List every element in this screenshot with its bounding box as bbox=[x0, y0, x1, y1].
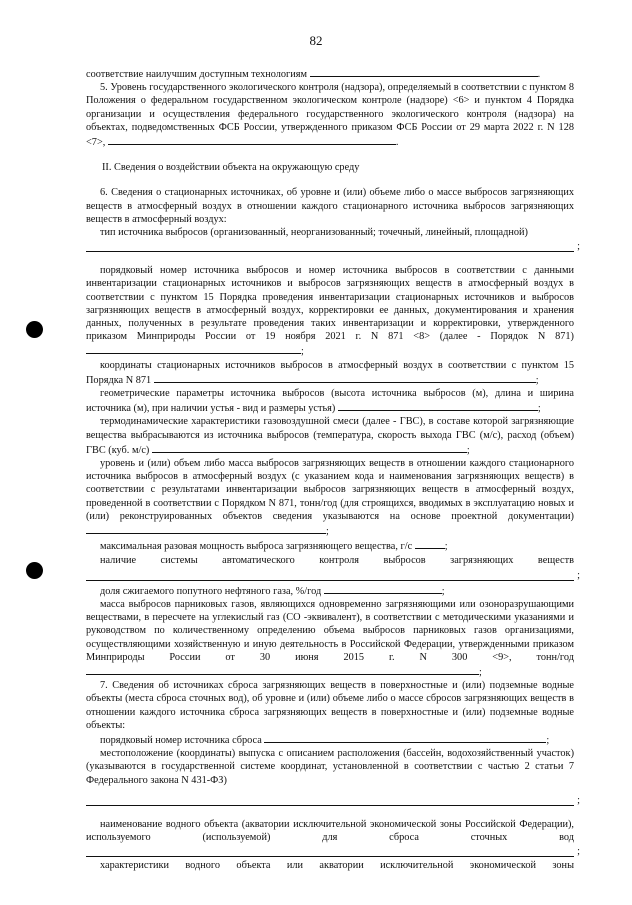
fill-line bbox=[310, 66, 538, 77]
fill-line bbox=[338, 400, 538, 411]
fill-line bbox=[415, 538, 445, 549]
binder-hole-bottom bbox=[26, 562, 43, 579]
fill-line bbox=[86, 664, 479, 675]
binder-hole-top bbox=[26, 321, 43, 338]
paragraph-6-source-type: тип источника выбросов (организованный, неорганизованный; точечный, линейный, площадной) bbox=[100, 227, 528, 239]
paragraph-7-discharge-number: порядковый номер источника сброса ; bbox=[86, 732, 574, 747]
paragraph-6-greenhouse: масса выбросов парниковых газов, являющихся одновременно загрязняющими или озоноразрушающими веществами, в пересчете на углекислый газ (CO -эквивалент), в соответствии с методическими указаниями и руководством по количественному определению объема выбросов парниковых газов организациями, осуществляющими хозяйственную и иную деятельность в Российской Федерации, утвержденными приказом Минприроды России от 30 июня 2015 г. N 300 <9>, тонн/год ; bbox=[86, 598, 574, 678]
paragraph-7-characteristics: характеристики водного объекта или акватории исключительной экономической зоны bbox=[100, 860, 574, 872]
fill-line bbox=[86, 793, 574, 806]
fill-line bbox=[264, 732, 546, 743]
fill-line bbox=[86, 568, 574, 581]
paragraph-6-thermodynamics: термодинамические характеристики газовоздушной смеси (далее - ГВС), в составе которой загрязняющие вещества выбрасываются из источника выбросов (температура, скорость выхода ГВС (м/с), расход (объем) ГВС (куб. м/с) ; bbox=[86, 416, 574, 456]
fill-line bbox=[86, 844, 574, 857]
paragraph-7-water-body: наименование водного объекта (акватории исключительной экономической зоны Российской Федерации), используемого (используемой) для сброса сточных вод bbox=[86, 818, 574, 843]
fill-line bbox=[86, 343, 301, 354]
paragraph-7-location: местоположение (координаты) выпуска с описанием расположения (бассейн, водохозяйственный участок) (указываются в государственной системе координат, установленной в соответствии с частью 2 статьи 7 Федерального закона N 431-ФЗ) bbox=[86, 748, 574, 786]
paragraph-6-flare-gas: доля сжигаемого попутного нефтяного газа, %/год ; bbox=[86, 583, 574, 598]
page-number: 82 bbox=[309, 33, 323, 48]
paragraph-6-source-number: порядковый номер источника выбросов и номер источника выбросов в соответствии с данными инвентаризации стационарных источников и выбросов загрязняющих веществ в атмосферный воздух в соответствии с пунктом 15 Порядка проведения инвентаризации стационарных источников и выбросов загрязняющих веществ в атмосферный воздух, корректировки ее данных, документирования и хранения данных, полученных в результате проведения таких инвентаризации и корректировки, утвержденного приказом Минприроды России от 19 ноября 2021 г. N 871 <8> (далее - Порядок N 871) ; bbox=[86, 265, 574, 358]
paragraph-5: 5. Уровень государственного экологического контроля (надзора), определяемый в соответствии с пунктом 8 Положения о федеральном государственном экологическом контроле (надзоре) <6> и пунктом 4 Порядка организации и осуществления федерального государственного экологического контроля (надзора) на объектах, подведомственных ФСБ России, утвержденного приказом ФСБ России от 29 марта 2022 г. N 128 <7>, . bbox=[86, 82, 574, 149]
fill-line bbox=[86, 523, 326, 534]
document-body bbox=[86, 66, 574, 872]
paragraph-6-auto-control: наличие системы автоматического контроля выбросов загрязняющих веществ bbox=[100, 554, 574, 566]
paragraph-6-coordinates: координаты стационарных источников выбросов в атмосферный воздух в соответствии с пунктом 15 Порядка N 871 ; bbox=[86, 359, 574, 386]
fill-line bbox=[108, 134, 396, 145]
fill-line bbox=[152, 442, 467, 453]
fill-line bbox=[324, 583, 442, 594]
paragraph-bat: соответствие наилучшим доступным технологиям . bbox=[86, 66, 574, 81]
paragraph-6-geometry: геометрические параметры источника выбросов (высота источника выбросов (м), длина и ширина источника (м), при наличии устья - вид и размеры устья) ; bbox=[86, 388, 574, 415]
paragraph-6-max-power: максимальная разовая мощность выброса загрязняющего вещества, г/с ; bbox=[86, 538, 574, 553]
section-heading-2: II. Сведения о воздействии объекта на окружающую среду bbox=[102, 162, 360, 174]
fill-line bbox=[86, 239, 574, 252]
fill-line bbox=[154, 372, 536, 383]
paragraph-7: 7. Сведения об источниках сброса загрязняющих веществ в поверхностные и (или) подземные водные объекты (места сброса сточных вод), об уровне и (или) объеме либо о массе сбросов загрязняющих веществ в отношении каждого источника сброса загрязняющих веществ в поверхностные и (или) подземные водные объекты: bbox=[86, 680, 574, 731]
paragraph-6: 6. Сведения о стационарных источниках, об уровне и (или) объеме либо о массе выбросов загрязняющих веществ в атмосферный воздух в отношении каждого стационарного источника выбросов загрязняющих веществ в атмосферный воздух: bbox=[86, 187, 574, 225]
paragraph-6-emissions: уровень и (или) объем либо масса выбросов загрязняющих веществ в отношении каждого стационарного источника выбросов в атмосферный воздух (с указанием кода и наименования загрязняющих веществ) в соответствии с результатами инвентаризации выбросов загрязняющих веществ в атмосферный воздух, проведенной в соответствии с Порядком N 871, тонн/год (для строящихся, вводимых в эксплуатацию новых и (или) реконструированных объектов сведения указываются на основе проектной документации) ; bbox=[86, 458, 574, 538]
